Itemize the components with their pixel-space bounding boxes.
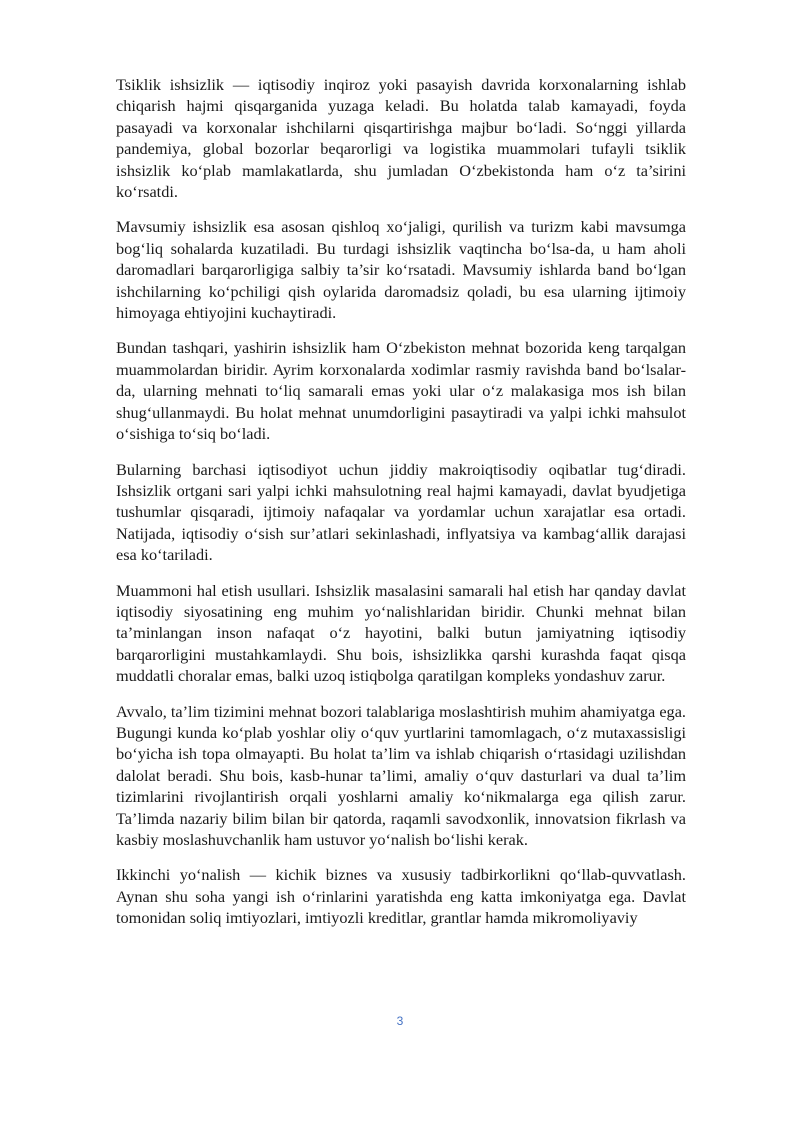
paragraph-small-business: Ikkinchi yo‘nalish — kichik biznes va xususiy tadbirkorlikni qo‘llab-quvvatlash. Aynan shu soha yangi ish o‘rinlarini yaratishda eng katta imkoniyatga ega. Davlat tomonidan soliq imtiyozlari, imtiyozli kreditlar, grantlar hamda mikromoliyaviy xyxy=(116,865,686,928)
paragraph-education-system: Avvalo, ta’lim tizimini mehnat bozori talablariga moslashtirish muhim ahamiyatga ega. Bugungi kunda ko‘plab yoshlar oliy o‘quv yurtlarini tamomlagach, o‘z mutaxassisligi bo‘yicha ish topa olmayapti. Bu holat ta’lim va ishlab chiqarish o‘rtasidagi uzilishdan dalolat beradi. Shu bois, kasb-hunar ta’limi, amaliy o‘quv dasturlari va dual ta’lim tizimlarini rivojlantirish orqali yoshlarni amaliy ko‘nikmalarga ega qilish zarur. Ta’limda nazariy bilim bilan bir qatorda, raqamli savodxonlik, innovatsion fikrlash va kasbiy moslashuvchanlik ham ustuvor yo‘nalish bo‘lishi kerak. xyxy=(116,701,686,849)
paragraph-macroeconomic-consequences: Bularning barchasi iqtisodiyot uchun jiddiy makroiqtisodiy oqibatlar tug‘diradi. Ishsizlik ortgani sari yalpi ichki mahsulotning real hajmi kamayadi, davlat byudjetiga tushumlar qisqaradi, ijtimoiy nafaqalar va yordamlar uchun xarajatlar esa ortadi. Natijada, iqtisodiy o‘sish sur’atlari sekinlashadi, inflyatsiya va kambag‘allik darajasi esa ko‘tariladi. xyxy=(116,459,686,565)
paragraph-solutions: Muammoni hal etish usullari. Ishsizlik masalasini samarali hal etish har qanday davlat iqtisodiy siyosatining eng muhim yo‘nalishlaridan biridir. Chunki mehnat bilan ta’minlangan inson nafaqat o‘z hayotini, balki butun jamiyatning iqtisodiy barqarorligini mustahkamlaydi. Shu bois, ishsizlikka qarshi kurashda faqat qisqa muddatli choralar emas, balki uzoq istiqbolga qaratilgan kompleks yondashuv zarur. xyxy=(116,580,686,686)
body-text xyxy=(116,74,686,943)
paragraph-cyclical-unemployment: Tsiklik ishsizlik — iqtisodiy inqiroz yoki pasayish davrida korxonalarning ishlab chiqarish hajmi qisqarganida yuzaga keladi. Bu holatda talab kamayadi, foyda pasayadi va korxonalar ishchilarni qisqartirishga majbur bo‘ladi. So‘nggi yillarda pandemiya, global bozorlar beqarorligi va logistika muammolari tufayli tsiklik ishsizlik ko‘plab mamlakatlarda, shu jumladan O‘zbekistonda ham o‘z ta’sirini ko‘rsatdi. xyxy=(116,75,686,202)
page-number: 3 xyxy=(396,1014,404,1028)
paragraph-hidden-unemployment: Bundan tashqari, yashirin ishsizlik ham O‘zbekiston mehnat bozorida keng tarqalgan muammolardan biridir. Ayrim korxonalarda xodimlar rasmiy ravishda band bo‘lsalar-da, ularning mehnati to‘liq samarali emas yoki ular o‘z malakasiga mos ish bilan shug‘ullanmaydi. Bu holat mehnat unumdorligini pasaytiradi va yalpi ichki mahsulot o‘sishiga to‘siq bo‘ladi. xyxy=(116,338,686,444)
paragraph-seasonal-unemployment: Mavsumiy ishsizlik esa asosan qishloq xo‘jaligi, qurilish va turizm kabi mavsumga bog‘liq sohalarda kuzatiladi. Bu turdagi ishsizlik vaqtincha bo‘lsa-da, u ham aholi daromadlari barqarorligiga salbiy ta’sir ko‘rsatadi. Mavsumiy ishlarda band bo‘lgan ishchilarning ko‘pchiligi qish oylarida daromadsiz qoladi, bu esa ularning ijtimoiy himoyaga ehtiyojini kuchaytiradi. xyxy=(116,217,686,323)
